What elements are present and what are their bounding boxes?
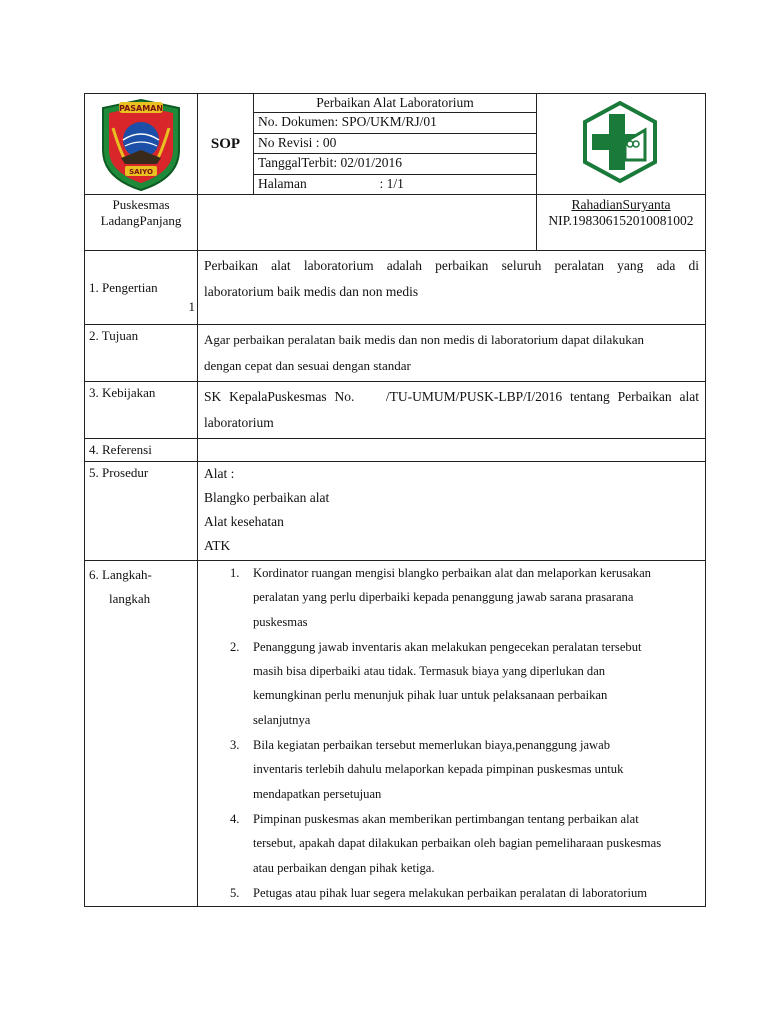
organization-cell (85, 195, 198, 251)
logo-text-top: PASAMAN (118, 104, 164, 113)
no-revisi: No Revisi : 00 (254, 133, 537, 153)
step-item (202, 881, 701, 905)
tanggal-terbit: TanggalTerbit: 02/01/2016 (254, 154, 537, 174)
kebijakan-line2: laboratorium (204, 415, 274, 430)
halaman-value: : 1/1 (379, 175, 404, 191)
signature-cell (537, 195, 706, 251)
left-logo-cell (85, 94, 198, 195)
halaman-row (254, 174, 537, 194)
langkah-label-line2: langkah (109, 591, 151, 606)
prosedur-label: 5. Prosedur (85, 462, 198, 561)
document-title: Perbaikan Alat Laboratorium (254, 94, 537, 113)
blank-cell (198, 195, 537, 251)
step-item (202, 733, 701, 806)
step-line: kemungkinan perlu menunjuk pihak luar untuk pelaksanaan perbaikan (253, 688, 608, 703)
pengertian-line2: laboratorium baik medis dan non medis (204, 284, 419, 299)
sop-table (84, 93, 706, 907)
step-line: selanjutnya (253, 712, 311, 727)
sop-document (84, 93, 705, 907)
kebijakan-line1: SK KepalaPuskesmas No. /TU-UMUM/PUSK-LBP/I/2016 tentang Perbaikan alat (204, 389, 699, 404)
step-line: puskesmas (253, 614, 308, 629)
prosedur-item: ATK (204, 538, 231, 553)
step-item (202, 635, 701, 732)
step-number: 1. (230, 566, 240, 580)
langkah-content (198, 561, 706, 907)
tujuan-label: 2. Tujuan (85, 325, 198, 382)
kebijakan-content (198, 382, 706, 439)
step-number: 4. (230, 811, 240, 826)
signer-nip: NIP.198306152010081002 (548, 213, 694, 228)
step-number: 3. (230, 738, 240, 753)
step-line: Kordinator ruangan mengisi blangko perbaikan alat dan melaporkan kerusakan (253, 566, 651, 580)
step-item (202, 807, 701, 880)
sop-label: SOP (198, 94, 254, 195)
logo-text-bottom: SAIYO (129, 168, 153, 176)
pengertian-label: 1. Pengertian (89, 279, 158, 295)
pengertian-line1: Perbaikan alat laboratorium adalah perbaikan seluruh peralatan yang ada di (204, 258, 699, 273)
org-line1: Puskesmas (112, 197, 170, 212)
referensi-label: 4. Referensi (85, 439, 198, 462)
right-logo-cell (537, 94, 706, 195)
step-line: masih bisa diperbaiki atau tidak. Termasuk biaya yang diperlukan dan (253, 664, 606, 679)
halaman-label: Halaman (258, 175, 307, 191)
signer-name: RahadianSuryanta (571, 197, 671, 212)
step-number: 2. (230, 639, 240, 654)
step-line: tersebut, apakah dapat dilakukan perbaikan oleh bagian pemeliharaan puskesmas (253, 836, 662, 851)
tujuan-line2: dengan cepat dan sesuai dengan standar (204, 358, 411, 373)
pengertian-content (198, 251, 706, 325)
prosedur-item: Alat kesehatan (204, 514, 284, 529)
prosedur-content (198, 462, 706, 561)
step-line: Penanggung jawab inventaris akan melakukan pengecekan peralatan tersebut (253, 639, 642, 654)
page-mark: 1 (188, 299, 195, 314)
tujuan-content (198, 325, 706, 382)
kebijakan-label: 3. Kebijakan (85, 382, 198, 439)
no-dokumen: No. Dokumen: SPO/UKM/RJ/01 (254, 113, 537, 133)
step-item (202, 561, 701, 634)
pasaman-regency-logo (99, 98, 183, 192)
referensi-content (198, 439, 706, 462)
langkah-label-line1: 6. Langkah- (89, 567, 152, 582)
step-line: Petugas atau pihak luar segera melakukan perbaikan peralatan di laboratorium (253, 885, 648, 900)
step-line: inventaris terlebih dahulu melaporkan kepada pimpinan puskesmas untuk (253, 762, 624, 777)
step-line: peralatan yang perlu diperbaiki kepada penanggung jawab sarana prasarana (253, 590, 634, 605)
org-line2: LadangPanjang (100, 213, 182, 228)
prosedur-item: Blangko perbaikan alat (204, 490, 330, 505)
step-line: mendapatkan persetujuan (253, 786, 382, 801)
tujuan-line1: Agar perbaikan peralatan baik medis dan non medis di laboratorium dapat dilakukan (204, 332, 645, 347)
step-line: atau perbaikan dengan pihak ketiga. (253, 860, 435, 875)
prosedur-item: Alat : (204, 466, 235, 481)
step-line: Bila kegiatan perbaikan tersebut memerlukan biaya,penanggung jawab (253, 738, 611, 753)
pengertian-label-cell (85, 251, 198, 325)
steps-list (202, 561, 701, 905)
step-line: Pimpinan puskesmas akan memberikan pertimbangan tentang perbaikan alat (253, 811, 639, 826)
puskesmas-logo (579, 100, 661, 184)
step-number: 5. (230, 885, 240, 900)
langkah-label-cell (85, 561, 198, 907)
